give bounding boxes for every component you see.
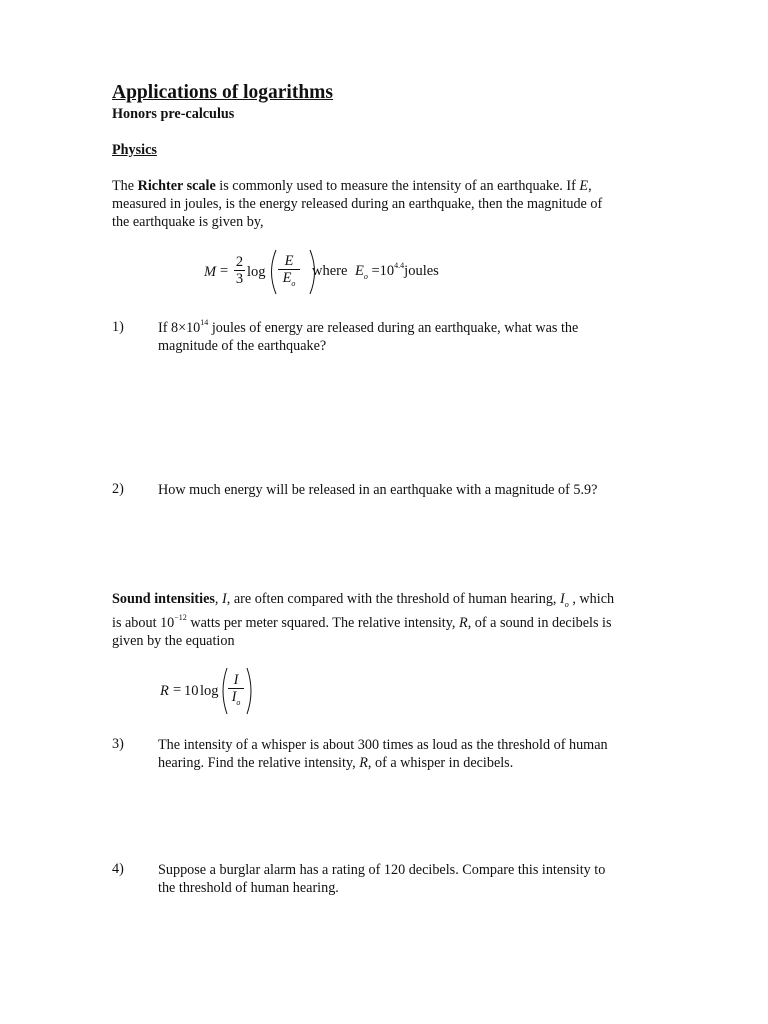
inner-numerator: E <box>284 253 294 269</box>
var-i: I <box>222 591 227 607</box>
richter-intro-line-1 <box>112 177 657 195</box>
decibel-equals: = <box>173 682 182 698</box>
e0-var: E <box>355 263 364 279</box>
q1-exponent: 14 <box>200 318 209 327</box>
sound-exponent: −12 <box>174 613 187 622</box>
e0-unit: joules <box>404 263 439 279</box>
inner-denominator: E <box>282 270 292 286</box>
sound-l2-a: is about 10 <box>112 615 175 631</box>
inner-denominator-sub: o <box>291 279 296 288</box>
fraction-i-over-io <box>228 672 244 707</box>
where-text: where <box>312 263 348 279</box>
decibel-coef: 10 <box>184 683 199 699</box>
page-subtitle: Honors pre-calculus <box>112 106 235 122</box>
sound-text-3: , which <box>568 591 615 607</box>
intro-text-2: is commonly used to measure the intensity of an earthquake. If <box>215 178 580 194</box>
e0-equals: = <box>371 263 380 279</box>
var-r: R <box>459 615 468 631</box>
fraction-denominator: 3 <box>235 271 244 287</box>
page-title: Applications of logarithms <box>112 82 334 103</box>
question-1-line-2: magnitude of the earthquake? <box>158 338 327 354</box>
formula-m: M <box>204 264 217 280</box>
intro-text-3: , <box>588 178 592 194</box>
question-3-line-1: The intensity of a whisper is about 300 times as loud as the threshold of human <box>158 737 608 753</box>
sound-l2-c: , of a sound in decibels is <box>467 615 612 631</box>
question-3-line-2 <box>158 754 648 772</box>
q3-text-a: hearing. Find the relative intensity, <box>158 755 360 771</box>
question-4-number: 4) <box>112 861 124 877</box>
question-3-text <box>158 736 648 772</box>
sound-intro-line-3: given by the equation <box>112 633 235 649</box>
question-2-number: 2) <box>112 481 124 497</box>
q1-text-a: If 8×10 <box>158 320 201 336</box>
formula-r: R <box>160 683 169 699</box>
sound-l2-b: watts per meter squared. The relative intensity, <box>186 615 460 631</box>
fraction-two-thirds <box>234 254 245 287</box>
physics-heading: Physics <box>112 142 157 158</box>
question-1-text <box>158 319 648 355</box>
decibel-denominator: I <box>231 689 237 705</box>
sound-intro-line-2 <box>112 615 612 632</box>
sound-text-2: , are often compared with the threshold of human hearing, <box>226 591 561 607</box>
e0-sub: o <box>363 272 368 281</box>
q3-var-r: R <box>359 755 368 771</box>
richter-intro-line-2: measured in joules, is the energy released during an earthquake, then the magnitude of <box>112 196 603 212</box>
fraction-e-over-eo <box>278 253 300 288</box>
io-sub: o <box>564 600 569 609</box>
question-4-line-1: Suppose a burglar alarm has a rating of 120 decibels. Compare this intensity to <box>158 862 606 878</box>
question-3-number: 3) <box>112 736 124 752</box>
decibel-denominator-sub: o <box>236 698 241 707</box>
q1-text-b: joules of energy are released during an earthquake, what was the <box>208 320 579 336</box>
sound-intro-line-1 <box>112 591 614 608</box>
io-var: I <box>560 591 565 607</box>
question-4-text <box>158 861 648 897</box>
formula-log: log <box>247 264 266 280</box>
richter-scale-term: Richter scale <box>137 178 216 194</box>
intro-text-1: The <box>112 178 138 194</box>
decibel-numerator: I <box>233 672 239 688</box>
decibel-log: log <box>200 683 219 699</box>
e0-base: 10 <box>379 263 395 279</box>
sound-intensities-term: Sound intensities <box>112 591 215 607</box>
question-1-number: 1) <box>112 319 124 335</box>
formula-equals: = <box>220 263 229 279</box>
q3-text-b: , of a whisper in decibels. <box>367 755 514 771</box>
var-e: E <box>579 178 589 194</box>
richter-intro-line-3: the earthquake is given by, <box>112 214 264 230</box>
sound-text-1: , <box>214 591 222 607</box>
e0-exponent: 4.4 <box>394 261 405 270</box>
question-2-text: How much energy will be released in an earthquake with a magnitude of 5.9? <box>158 482 598 498</box>
richter-intro <box>112 177 657 231</box>
question-4-line-2: the threshold of human hearing. <box>158 880 339 896</box>
question-1-line-1 <box>158 319 648 337</box>
fraction-numerator: 2 <box>235 254 244 270</box>
e0-definition <box>355 263 439 280</box>
